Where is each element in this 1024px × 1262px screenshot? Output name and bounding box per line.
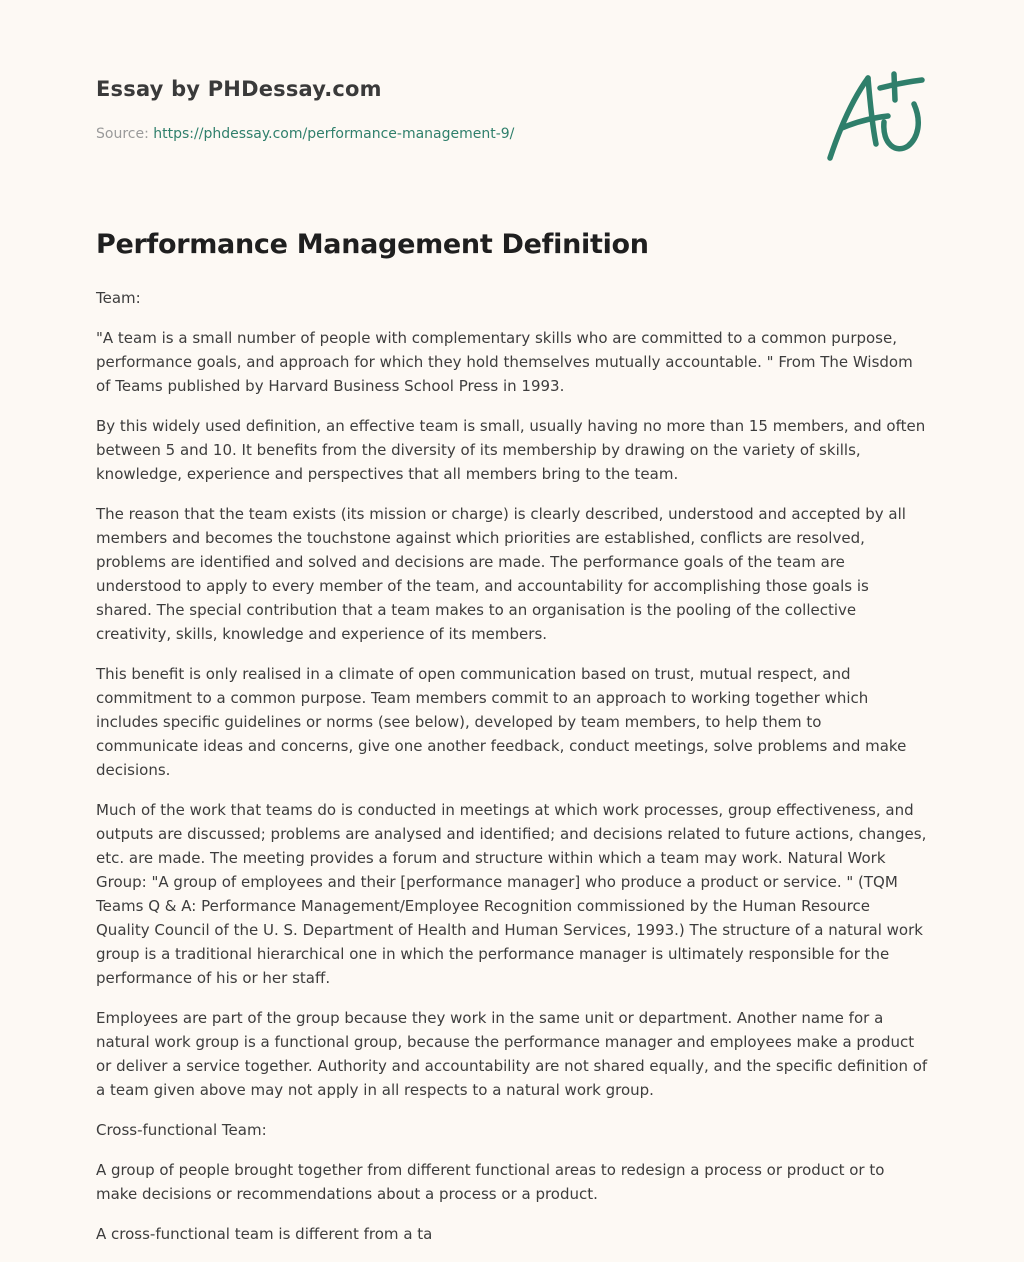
essay-header [96,74,796,144]
page-title: Performance Management Definition [96,229,649,260]
paragraph: Cross-functional Team: [96,1121,267,1139]
source-label: Source: [96,126,154,142]
paragraph: A group of people brought together from different functional areas to redesign a process or product or to make decisions or recommendations about a process or a product. [96,1161,885,1203]
paragraph: Employees are part of the group because they work in the same unit or department. Another name for a natural work group is a functional group, because the performance manager and employees make a product or deliver a service together. Authority and accountability are not shared equally, and the specific definition of a team given above may not apply in all respects to a natural work group. [96,1009,928,1099]
paragraph: This benefit is only realised in a climate of open communication based on trust, mutual respect, and commitment to a common purpose. Team members commit to an approach to working together which includes specific guidelines or norms (see below), developed by team members, to help them to communicate ideas and concerns, give one another feedback, conduct meetings, solve problems and make decisions. [96,665,907,779]
paragraph: A cross-functional team is different from a ta [96,1225,433,1243]
paragraph: "A team is a small number of people with complementary skills who are committed to a common purpose, performance goals, and approach for which they hold themselves mutually accountable. " From The Wisdom of Teams published by Harvard Business School Press in 1993. [96,329,913,395]
paragraph: By this widely used definition, an effective team is small, usually having no more than 15 members, and often between 5 and 10. It benefits from the diversity of its membership by drawing on the variety of skills, knowledge, experience and perspectives that all members bring to the team. [96,417,926,483]
source-line [96,124,796,144]
essay-body [96,226,928,1262]
paragraph: Much of the work that teams do is conducted in meetings at which work processes, group effectiveness, and outputs are discussed; problems are analysed and identified; and decisions related to future actions, changes, etc. are made. The meeting provides a forum and structure within which a team may work. Natural Work Group: "A group of employees and their [performance manager] who produce a product or service. " (TQM Teams Q & A: Performance Management/Employee Recognition commissioned by the Human Resource Quality Council of the U. S. Department of Health and Human Services, 1993.) The structure of a natural work group is a traditional hierarchical one in which the performance manager is ultimately responsible for the performance of his or her staff. [96,801,927,987]
paragraph: Team: [96,289,141,307]
paragraph: The reason that the team exists (its mission or charge) is clearly described, understood and accepted by all members and becomes the touchstone against which priorities are established, conflicts are resolved, problems are identified and solved and decisions are made. The performance goals of the team are understood to apply to every member of the team, and accountability for accomplishing those goals is shared. The special contribution that a team makes to an organisation is the pooling of the collective creativity, skills, knowledge and experience of its members. [96,505,906,643]
a-plus-grade-icon [822,66,932,166]
source-link[interactable]: https://phdessay.com/performance-management-9/ [153,126,515,142]
site-brand: Essay by PHDessay.com [96,77,382,101]
